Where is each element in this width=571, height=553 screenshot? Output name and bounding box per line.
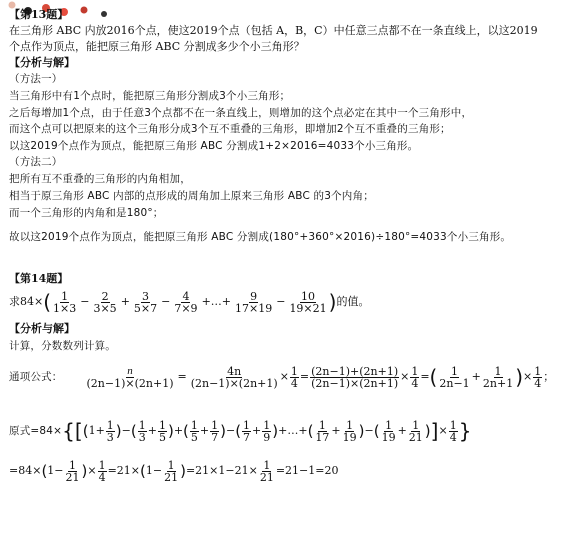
gt-quarter-den: 4: [290, 376, 298, 390]
orig-fraction-den: 17: [315, 430, 330, 444]
question-fraction-num: 10: [301, 289, 316, 303]
final-frac-1-den: 21: [65, 470, 80, 484]
paren-open-2: (: [140, 461, 146, 480]
semicolon: ；: [543, 370, 555, 383]
orig-fraction-den: 19: [381, 430, 396, 444]
problem-14-title: 【第14题】: [9, 272, 69, 285]
orig-fraction: [138, 420, 147, 443]
times: ×: [523, 370, 533, 383]
times: ×: [279, 370, 289, 383]
original-label: 原式=84×: [9, 425, 63, 437]
term-sign: −: [161, 295, 171, 308]
method-two-line1: 把所有互不重叠的三角形的内角相加，: [9, 173, 191, 185]
term-sign: +…+: [201, 295, 231, 308]
gt-frac-b: [482, 366, 514, 389]
orig-fraction-den: 7: [211, 430, 219, 444]
paren-close-2: ): [180, 461, 186, 480]
minus-2: −: [152, 464, 163, 477]
orig-fraction-num: 1: [158, 418, 166, 432]
question-fraction: [173, 291, 198, 314]
gt-frac-a-den: 2n−1: [439, 376, 470, 390]
term-sign: −: [364, 424, 374, 437]
term-sign: −: [225, 424, 236, 437]
method-text: 计算，分数数列计算。: [9, 340, 116, 352]
plus: +: [397, 424, 407, 437]
final-frac-2-den: 21: [164, 470, 179, 484]
question-fraction-den: 17×19: [235, 301, 273, 315]
orig-fraction-num: 1: [263, 418, 271, 432]
ellipsis: +…+: [278, 424, 308, 437]
original-terms: [83, 420, 431, 443]
question-fraction: [133, 291, 158, 314]
problem-14-question: [9, 287, 369, 317]
gt-quarter-num: 1: [290, 364, 298, 378]
paren-close: ): [515, 365, 524, 389]
orig-fraction-den: 5: [190, 430, 198, 444]
gt-frac-b-num: 1: [494, 364, 502, 378]
orig-fraction: [106, 420, 115, 443]
final-frac-3-den: 21: [259, 470, 274, 484]
gt-frac-3-num: (2n−1)+(2n+1): [311, 364, 399, 378]
plus: +: [199, 424, 210, 437]
method-one-line2: 之后每增加1个点，由于任意3个点都不在一条直线上，则增加的这个点必定在其中一个三角形中，: [9, 107, 473, 119]
orig-fraction: [242, 420, 251, 443]
paren-open: (: [235, 421, 242, 440]
plus: +: [331, 424, 341, 437]
problem-13-question-line2: 个点作为顶点，能把原三角形 ABC 分割成多少个小三角形？: [9, 40, 305, 53]
general-term-formula: [9, 362, 554, 392]
question-terms: [51, 291, 329, 314]
gt-frac-a-num: 1: [451, 364, 459, 378]
paren-open: (: [307, 421, 314, 440]
left-paren: (: [43, 290, 52, 314]
final-frac-2-num: 1: [167, 458, 175, 472]
gt-frac-1-den: (2n−1)×(2n+1): [86, 376, 174, 390]
paren-open: (: [429, 365, 438, 389]
original-expression: [9, 414, 471, 448]
paren-close: ): [167, 421, 174, 440]
orig-fraction: [262, 420, 271, 443]
problem-13-title: 【第13题】: [9, 8, 69, 21]
orig-fraction-num: 1: [346, 418, 354, 432]
final-frac-2: [163, 460, 179, 483]
term-sign: −: [276, 295, 286, 308]
gt-frac-2-num: 4n: [227, 364, 242, 378]
orig-fraction: [158, 420, 167, 443]
orig-fraction-num: 1: [106, 418, 114, 432]
orig-fraction-num: 1: [318, 418, 326, 432]
term-sign: −: [121, 424, 131, 437]
eq: =: [177, 370, 187, 383]
method-two-line4: 故以这2019个点作为顶点，能把原三角形 ABC 分割成(180°+360°×2016)÷180°=4033个小三角形。: [9, 231, 512, 243]
question-fraction-den: 1×3: [53, 301, 77, 315]
orig-fraction: [342, 420, 358, 443]
term-sign: +: [120, 295, 130, 308]
gt-quarter: [290, 366, 299, 389]
gt-frac-2-den: (2n−1)×(2n+1): [190, 376, 278, 390]
paren-open: (: [130, 421, 137, 440]
paren-close: ): [220, 421, 226, 440]
plus: +: [147, 424, 157, 437]
paren-open: (: [373, 421, 380, 440]
gt-quarter-2: [410, 366, 419, 389]
general-term-label: 通项公式：: [9, 371, 63, 383]
orig-fraction-num: 1: [385, 418, 393, 432]
times: ×: [400, 370, 410, 383]
term-sign: −: [80, 295, 90, 308]
one: 1: [88, 424, 96, 437]
minus: −: [54, 464, 64, 477]
orig-quarter: [449, 420, 458, 443]
one-2: 1: [145, 464, 153, 477]
final-frac-1-num: 1: [69, 458, 77, 472]
method-one-line4: 以这2019个点作为顶点，能把原三角形 ABC 分割成1+2×2016=4033个小三角形。: [9, 140, 419, 152]
orig-fraction-den: 3: [106, 430, 114, 444]
final-frac-1: [65, 460, 81, 483]
paren-open: (: [82, 421, 89, 440]
orig-fraction-num: 1: [243, 418, 251, 432]
question-fraction-den: 5×7: [133, 301, 158, 315]
paren-close: ): [115, 421, 122, 440]
analysis-heading: 【分析与解】: [9, 56, 75, 69]
question-prefix: 求84×: [9, 295, 44, 308]
question-fraction: [52, 291, 77, 314]
method-two-line2: 相当于原三角形 ABC 内部的点形成的周角加上原来三角形 ABC 的3个内角；: [9, 190, 374, 202]
gt-quarter-3-den: 4: [534, 376, 542, 390]
gt-frac-3: [310, 366, 399, 389]
paren-open: (: [41, 461, 48, 480]
plus: +: [252, 424, 262, 437]
orig-fraction: [190, 420, 199, 443]
orig-fraction-den: 5: [158, 430, 166, 444]
orig-fraction-den: 7: [243, 430, 251, 444]
orig-fraction: [210, 420, 219, 443]
question-fraction-num: 4: [182, 289, 190, 303]
brace-open: {: [62, 419, 75, 443]
gt-frac-b-den: 2n+1: [482, 376, 514, 390]
eq: =: [420, 370, 430, 383]
gt-quarter-3: [533, 366, 542, 389]
orig-fraction-num: 1: [138, 418, 146, 432]
method-one-heading: （方法一）: [9, 73, 63, 85]
final-part-f: =21−1=20: [275, 464, 339, 477]
paren-close: ): [424, 421, 431, 440]
final-quarter-den: 4: [98, 470, 106, 484]
orig-fraction: [408, 420, 424, 443]
question-fraction: [288, 291, 327, 314]
question-suffix: 的值。: [336, 295, 370, 308]
question-fraction-num: 1: [61, 289, 69, 303]
question-fraction-num: 9: [250, 289, 258, 303]
gt-frac-1-num: n: [127, 364, 133, 377]
method-one-line3: 而这个点可以把原来的这个三角形分成3个互不重叠的三角形，即增加2个互不重叠的三角形；: [9, 123, 451, 135]
orig-quarter-num: 1: [449, 418, 457, 432]
plus: +: [95, 424, 105, 437]
question-fraction-den: 3×5: [93, 301, 117, 315]
gt-quarter-3-num: 1: [534, 364, 542, 378]
orig-fraction-den: 21: [408, 430, 423, 444]
question-fraction: [234, 291, 273, 314]
orig-quarter-den: 4: [449, 430, 457, 444]
right-paren: ): [328, 290, 337, 314]
orig-fraction-num: 1: [412, 418, 420, 432]
orig-fraction-den: 3: [138, 430, 146, 444]
final-part-e: =21×1−21×: [185, 464, 258, 477]
times: ×: [438, 424, 448, 437]
eq: =: [299, 370, 310, 383]
analysis-heading-14: 【分析与解】: [9, 322, 75, 335]
orig-fraction: [314, 420, 330, 443]
method-two-heading: （方法二）: [9, 156, 63, 168]
final-part-d: =21×: [107, 464, 141, 477]
question-fraction-num: 3: [142, 289, 150, 303]
gt-frac-1: [86, 366, 175, 389]
gt-quarter-2-den: 4: [411, 376, 419, 390]
final-frac-3-num: 1: [263, 458, 271, 472]
problem-13-question-line1: 在三角形 ABC 内放2016个点，使这2019个点（包括 A，B，C）中任意三点都不在一条直线上，以这2019: [9, 24, 538, 37]
method-two-line3: 而一个三角形的内角和是180°；: [9, 207, 164, 219]
method-one-line1: 当三角形中有1个点时，能把原三角形分割成3个小三角形；: [9, 90, 291, 102]
gt-frac-3-den: (2n−1)×(2n+1): [311, 376, 399, 390]
one: 1: [47, 464, 55, 477]
bracket-open: [: [74, 419, 83, 443]
times: ×: [87, 464, 97, 477]
final-frac-3: [259, 460, 275, 483]
orig-fraction-num: 1: [211, 418, 219, 432]
final-quarter-num: 1: [98, 458, 106, 472]
final-part-a: =84×: [9, 464, 42, 477]
orig-fraction: [381, 420, 397, 443]
orig-fraction-num: 1: [190, 418, 198, 432]
paren-close: ): [358, 421, 365, 440]
orig-fraction-den: 19: [342, 430, 357, 444]
final-computation: [9, 456, 339, 486]
plus: +: [471, 370, 481, 383]
bracket-close: ]: [430, 419, 439, 443]
question-fraction-den: 19×21: [289, 301, 327, 315]
question-fraction: [92, 291, 117, 314]
term-sign: +: [173, 424, 184, 437]
question-fraction-den: 7×9: [174, 301, 198, 315]
gt-quarter-2-num: 1: [411, 364, 419, 378]
brace-close: }: [458, 419, 472, 443]
orig-fraction-den: 9: [263, 430, 271, 444]
final-quarter: [98, 460, 107, 483]
paren-close: ): [81, 461, 88, 480]
question-fraction-num: 2: [101, 289, 109, 303]
gt-frac-a: [438, 366, 470, 389]
paren-close: ): [272, 421, 279, 440]
gt-frac-2: [190, 366, 279, 389]
paren-open: (: [183, 421, 189, 440]
